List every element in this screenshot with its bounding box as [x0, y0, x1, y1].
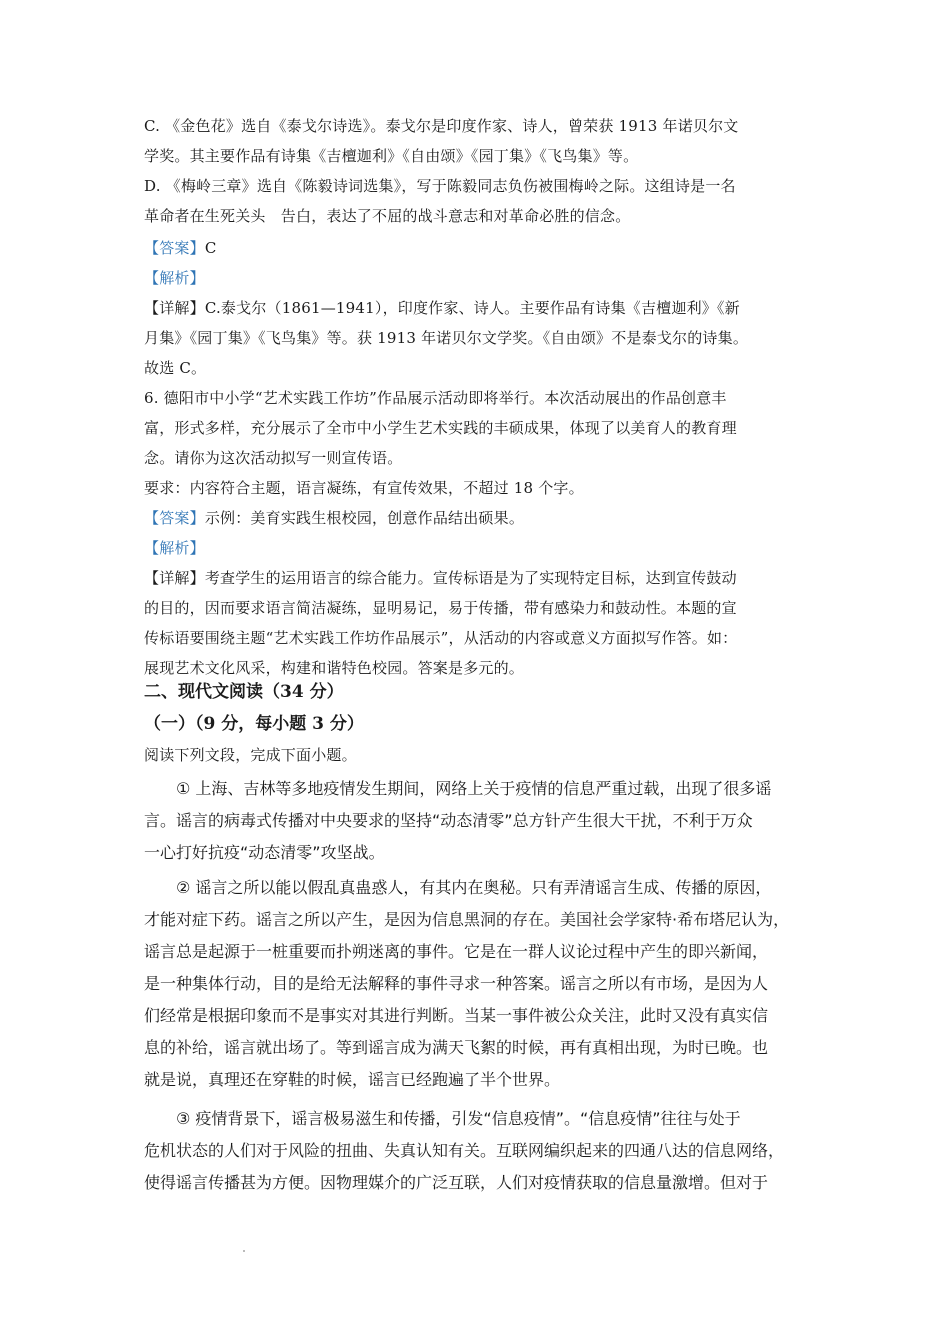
- passage-line: ③ 疫情背景下，谣言极易滋生和传播，引发“信息疫情”。“信息疫情”往往与处于: [176, 1109, 741, 1128]
- passage-line: 使得谣言传播甚为方便。因物理媒介的广泛互联，人们对疫情获取的信息量激增。但对于: [144, 1173, 769, 1192]
- detail-text: C.泰戈尔（1861—1941），印度作家、诗人。主要作品有诗集《吉檀迦利》《新: [204, 299, 740, 317]
- analysis-tag: 【解析】: [144, 269, 205, 287]
- passage-line: ① 上海、吉林等多地疫情发生期间，网络上关于疫情的信息严重过载，出现了很多谣: [176, 779, 772, 798]
- passage-line: 就是说，真理还在穿鞋的时候，谣言已经跑遍了半个世界。: [144, 1070, 561, 1089]
- instruction: 阅读下列文段，完成下面小题。: [144, 746, 357, 764]
- q6-detail-line: 传标语要围绕主题“艺术实践工作坊作品展示”，从活动的内容或意义方面拟写作答。如：: [144, 629, 738, 647]
- page-speck: [243, 1250, 245, 1252]
- passage-line: ② 谣言之所以能以假乱真蛊惑人，有其内在奥秘。只有弄清谣言生成、传播的原因，: [176, 878, 772, 897]
- passage-paragraph-2: [144, 872, 824, 1096]
- passage-line: 言。谣言的病毒式传播对中央要求的坚持“动态清零”总方针产生很大干扰，不利于万众: [144, 811, 753, 830]
- passage-paragraph-1: [144, 773, 824, 869]
- section-heading: 二、现代文阅读（34 分）: [144, 682, 344, 702]
- detail-text: 考查学生的运用语言的综合能力。宣传标语是为了实现特定目标，达到宣传鼓动: [204, 569, 737, 587]
- passage-line: 才能对症下药。谣言之所以产生，是因为信息黑洞的存在。美国社会学家特·希布塔尼认为，: [144, 910, 790, 929]
- passage-line: 是一种集体行动，目的是给无法解释的事件寻求一种答案。谣言之所以有市场，是因为人: [144, 974, 769, 993]
- q5-detail-line: 故选 C。: [144, 359, 207, 377]
- answer-tag: 【答案】: [144, 239, 205, 257]
- detail-tag: 【详解】: [144, 569, 205, 587]
- option-d: [144, 171, 824, 231]
- answer-value: 示例：美育实践生根校园，创意作品结出硕果。: [204, 509, 525, 527]
- analysis-tag: 【解析】: [144, 539, 205, 557]
- q6-line: 念。请你为这次活动拟写一则宣传语。: [144, 449, 403, 467]
- q6-line: 富，形式多样，充分展示了全市中小学生艺术实践的丰硕成果，体现了以美育人的教育理: [144, 419, 737, 437]
- option-c-line: 学奖。其主要作品有诗集《吉檀迦利》《自由颂》《园丁集》《飞鸟集》等。: [144, 147, 639, 165]
- question-6: [144, 383, 824, 683]
- q6-detail-line: [144, 563, 824, 593]
- passage-line: 们经常是根据印象而不是事实对其进行判断。当某一事件被公众关注，此时又没有真实信: [144, 1006, 769, 1025]
- passage-line: 谣言总是起源于一桩重要而扑朔迷离的事件。它是在一群人议论过程中产生的即兴新闻，: [144, 942, 769, 961]
- answer-value: C: [204, 239, 217, 257]
- q5-detail-line: 月集》《园丁集》《飞鸟集》等。获 1913 年诺贝尔文学奖。《自由颂》不是泰戈尔的诗集。: [144, 329, 749, 347]
- passage-paragraph-3: [144, 1103, 824, 1199]
- passage-line: 一心打好抗疫“动态清零”攻坚战。: [144, 843, 385, 862]
- option-c-line: C. 《金色花》选自《泰戈尔诗选》。泰戈尔是印度作家、诗人，曾荣获 1913 年诺贝尔文: [144, 117, 739, 135]
- passage-line: 息的补给，谣言就出场了。等到谣言成为满天飞絮的时候，再有真相出现，为时已晚。也: [144, 1038, 769, 1057]
- option-d-line: 革命者在生死关头 告白，表达了不屈的战斗意志和对革命必胜的信念。: [144, 207, 631, 225]
- option-c: [144, 111, 824, 171]
- q5-detail-line: [144, 293, 824, 323]
- q5-answer: [144, 233, 824, 263]
- section-2: [144, 676, 824, 770]
- q5-answer-block: [144, 233, 824, 383]
- option-d-line: D. 《梅岭三章》选自《陈毅诗词选集》，写于陈毅同志负伤被围梅岭之际。这组诗是一名: [144, 177, 736, 195]
- sub-heading: （一）（9 分，每小题 3 分）: [144, 714, 364, 734]
- detail-tag: 【详解】: [144, 299, 205, 317]
- q6-detail-line: 展现艺术文化风采，构建和谐特色校园。答案是多元的。: [144, 659, 525, 677]
- answer-tag: 【答案】: [144, 509, 205, 527]
- q6-answer: [144, 503, 824, 533]
- q6-detail-line: 的目的，因而要求语言简洁凝练，显明易记，易于传播，带有感染力和鼓动性。本题的宣: [144, 599, 737, 617]
- passage-line: 危机状态的人们对于风险的扭曲、失真认知有关。互联网编织起来的四通八达的信息网络，: [144, 1141, 785, 1160]
- q6-requirement: 要求：内容符合主题，语言凝练，有宣传效果，不超过 18 个字。: [144, 479, 584, 497]
- q6-line: 6. 德阳市中小学“艺术实践工作坊”作品展示活动即将举行。本次活动展出的作品创意丰: [144, 389, 727, 407]
